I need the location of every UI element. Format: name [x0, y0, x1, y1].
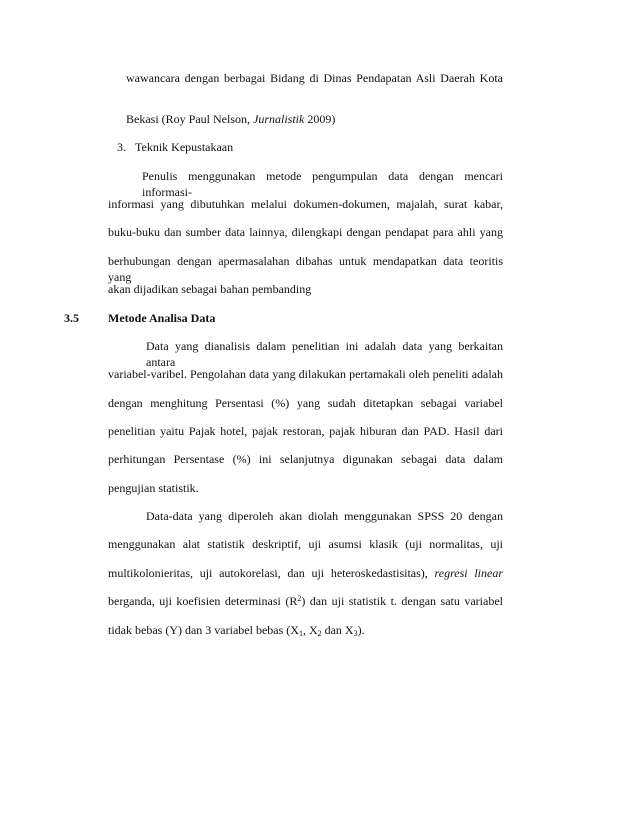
- item-3-title: Teknik Kepustakaan: [135, 140, 234, 154]
- para-2-line-4: berganda, uji koefisien determinasi $(R^2)$ dan uji statistik t. dengan satu variabel: [108, 594, 503, 608]
- para-1-line-6: pengujian statistik.: [108, 481, 199, 495]
- item-3-line-3: buku-buku dan sumber data lainnya, dilengkapi dengan pendapat para ahli yang: [108, 225, 503, 239]
- para-1-line-4: penelitian yaitu Pajak hotel, pajak restoran, pajak hiburan dan PAD. Hasil dari: [108, 424, 503, 438]
- r-squared-sup: 2: [297, 594, 302, 603]
- para-2-line-3: multikolonieritas, uji autokorelasi, dan uji heteroskedastisitas), regresi linear: [108, 566, 503, 580]
- citation-italic: Jurnalistik: [253, 112, 305, 126]
- para-1-line-5: perhitungan Persentase (%) ini selanjutnya digunakan sebagai data dalam: [108, 452, 503, 466]
- item-3-line-4: berhubungan dengan apermasalahan dibahas untuk mendapatkan data teoritis yang: [108, 254, 503, 284]
- para-2-line-2: menggunakan alat statistik deskriptif, uji asumsi klasik (uji normalitas, uji: [108, 537, 503, 551]
- para-2-line-1: Data-data yang diperoleh akan diolah menggunakan SPSS 20 dengan: [146, 509, 503, 523]
- para-2-line-5: tidak bebas (Y) dan 3 variabel bebas ($X_1$, $X_2$ dan $X_3$).: [108, 623, 365, 638]
- x1-sub: 1: [298, 629, 303, 638]
- regresi-linear-italic: regresi linear: [434, 566, 503, 580]
- para-1-line-1: Data yang dianalisis dalam penelitian ini adalah data yang berkaitan antara: [146, 339, 503, 369]
- section-number: 3.5: [64, 311, 79, 325]
- continued-item-line-2: Bekasi (Roy Paul Nelson, Jurnalistik 2009): [126, 112, 336, 126]
- para-1-line-2: variabel-varibel. Pengolahan data yang dilakukan pertamakali oleh peneliti adalah: [108, 367, 503, 381]
- continued-item-line-1: wawancara dengan berbagai Bidang di Dinas Pendapatan Asli Daerah Kota: [126, 71, 503, 85]
- para-1-line-3: dengan menghitung Persentasi (%) yang sudah ditetapkan sebagai variabel: [108, 396, 503, 410]
- item-3-number: 3.: [117, 140, 126, 154]
- item-3-line-1: Penulis menggunakan metode pengumpulan data dengan mencari informasi-: [142, 169, 503, 199]
- section-title: Metode Analisa Data: [108, 311, 216, 325]
- x2-sub: 2: [317, 629, 322, 638]
- item-3-line-2: informasi yang dibutuhkan melalui dokumen-dokumen, majalah, surat kabar,: [108, 197, 503, 211]
- item-3-line-5: akan dijadikan sebagai bahan pembanding: [108, 282, 312, 296]
- x3-sub: 3: [353, 629, 358, 638]
